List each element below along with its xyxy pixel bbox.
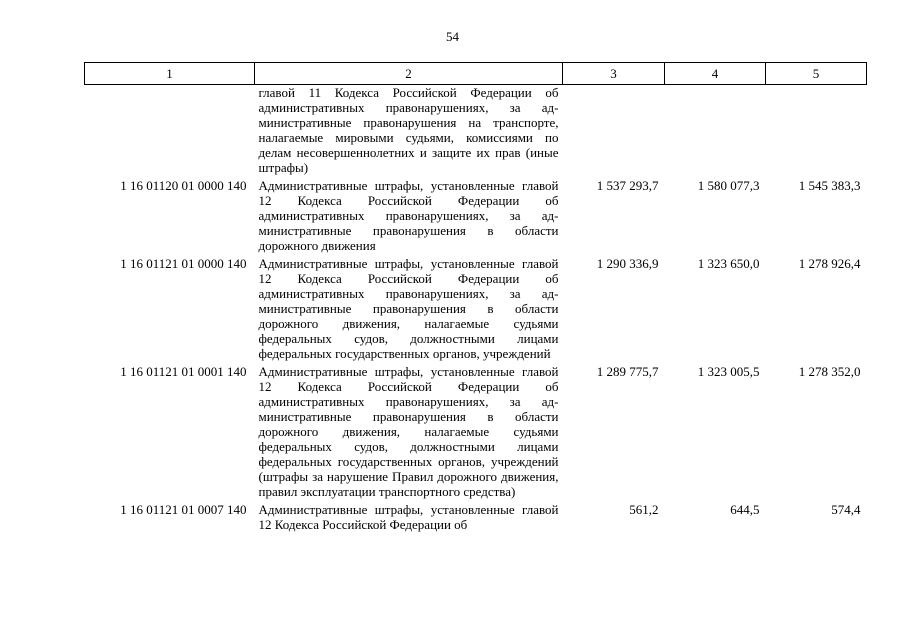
budget-code-cell: 1 16 01121 01 0007 140: [120, 502, 247, 517]
budget-code-cell: 1 16 01120 01 0000 140: [120, 178, 247, 193]
revenue-table: [84, 62, 867, 535]
table-header: [85, 63, 867, 85]
page-number: 54: [446, 29, 459, 44]
amount-col5-cell: 1 278 352,0: [798, 364, 861, 379]
budget-code-cell: [85, 85, 255, 179]
table-row: [85, 178, 867, 256]
description-cell: Административные штрафы, установленные главой 12 Кодекса Российской Федерации об административных правонарушениях, за административные правонарушения в области дорожного движения, налагаемые судьями федеральных судов, должностными лицами федеральных государственных органов, учреждений: [258, 256, 559, 361]
description-cell: главой 11 Кодекса Российской Федерации об административных правонарушениях, за административные правонарушения на транспорте, налагаемые мировыми судьями, комиссиями по делам несовершеннолетних и защите их прав (иные штрафы): [258, 85, 559, 175]
budget-code-cell: 1 16 01121 01 0000 140: [120, 256, 247, 271]
header-row: [85, 63, 867, 85]
amount-col5-cell: [766, 85, 867, 179]
amount-col5-cell: 1 545 383,3: [798, 178, 861, 193]
table-row: [85, 256, 867, 364]
amount-col3-cell: 1 290 336,9: [596, 256, 659, 271]
amount-col4-cell: 644,5: [730, 502, 760, 517]
column-header-5: 5: [766, 63, 867, 85]
table-row: [85, 85, 867, 179]
column-header-3: 3: [563, 63, 665, 85]
description-cell: Административные штрафы, установленные главой 12 Кодекса Российской Федерации об административных правонарушениях, за административные правонарушения в области дорожного движения, налагаемые судьями федеральных судов, должностными лицами федеральных государственных органов, учреждений (штрафы за нарушение Правил дорожного движения, правил эксплуатации транспортного средства): [258, 364, 559, 499]
amount-col3-cell: 1 537 293,7: [596, 178, 659, 193]
amount-col4-cell: [665, 85, 766, 179]
table-row: [85, 364, 867, 502]
amount-col4-cell: 1 323 650,0: [697, 256, 760, 271]
amount-col3-cell: 561,2: [629, 502, 659, 517]
amount-col5-cell: 1 278 926,4: [798, 256, 861, 271]
table-row: [85, 502, 867, 535]
table-body: [85, 85, 867, 536]
column-header-1: 1: [85, 63, 255, 85]
amount-col3-cell: 1 289 775,7: [596, 364, 659, 379]
description-cell: Административные штрафы, установленные главой 12 Кодекса Российской Федерации об: [258, 502, 559, 532]
budget-code-cell: 1 16 01121 01 0001 140: [120, 364, 247, 379]
amount-col5-cell: 574,4: [831, 502, 861, 517]
column-header-4: 4: [665, 63, 766, 85]
amount-col3-cell: [563, 85, 665, 179]
amount-col4-cell: 1 323 005,5: [697, 364, 760, 379]
column-header-2: 2: [255, 63, 563, 85]
description-cell: Административные штрафы, установленные главой 12 Кодекса Российской Федерации об административных правонарушениях, за административные правонарушения в области дорожного движения: [258, 178, 559, 253]
amount-col4-cell: 1 580 077,3: [697, 178, 760, 193]
